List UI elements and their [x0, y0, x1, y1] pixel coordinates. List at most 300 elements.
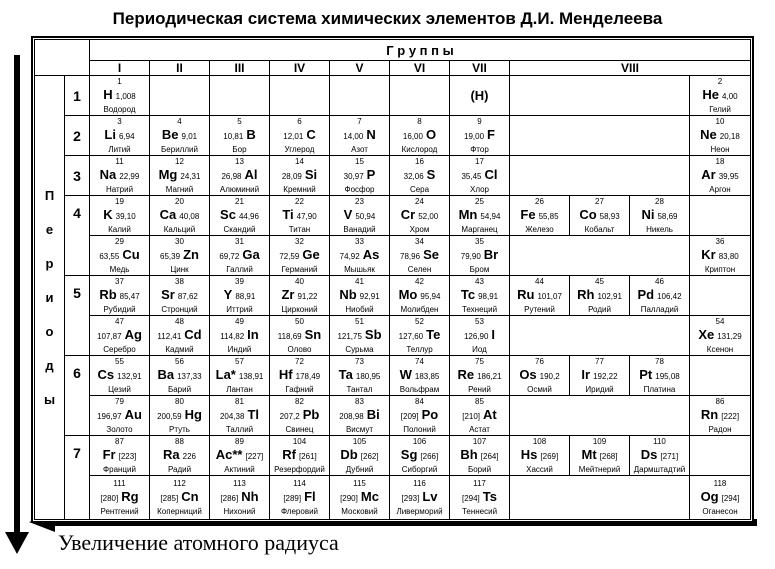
element-name: Олово — [287, 344, 312, 354]
period-row — [35, 76, 751, 116]
period-number-3: 3 — [65, 156, 90, 196]
atomic-mass: [286] — [220, 493, 239, 503]
element-symbol: Rg — [121, 488, 139, 504]
atomic-mass: 47,90 — [296, 211, 317, 221]
atomic-number: 24 — [415, 196, 424, 206]
element-name: Ванадий — [343, 224, 376, 234]
element-symbol: Se — [423, 246, 439, 262]
atomic-number: 13 — [235, 156, 244, 166]
element-name: Бор — [232, 144, 247, 154]
element-name: Ниобий — [345, 304, 374, 314]
period-row — [35, 276, 751, 316]
element-name: Оганесон — [702, 506, 738, 516]
element-symbol: Ag — [124, 326, 142, 342]
atomic-number: 16 — [415, 156, 424, 166]
atomic-mass: [289] — [283, 493, 302, 503]
down-arrow-head-icon — [5, 532, 29, 554]
element-symbol: Co — [579, 206, 597, 222]
atomic-number: 111 — [113, 478, 126, 488]
element-symbol: Nh — [241, 488, 259, 504]
element-symbol: Au — [124, 406, 142, 422]
atomic-mass: 39,10 — [115, 211, 136, 221]
atomic-number: 72 — [295, 356, 304, 366]
empty-cell — [510, 76, 690, 116]
symbol-and-mass — [150, 447, 209, 465]
element-name: Ртуть — [169, 424, 190, 434]
element-symbol: Ra — [163, 446, 180, 462]
atomic-mass: 6,94 — [118, 131, 135, 141]
element-cell-Rh — [570, 276, 630, 316]
element-symbol: Li — [104, 126, 116, 142]
element-cell-Cn — [150, 476, 210, 520]
element-symbol: Fe — [520, 206, 536, 222]
atomic-mass: 87,62 — [177, 291, 198, 301]
element-cell-Xe — [690, 316, 751, 356]
symbol-and-mass — [330, 247, 389, 265]
element-cell-In — [210, 316, 270, 356]
symbol-and-mass — [210, 327, 269, 345]
element-cell-Kr — [690, 236, 751, 276]
symbol-and-mass — [150, 247, 209, 265]
atomic-number: 29 — [115, 236, 124, 246]
element-cell-Zn — [150, 236, 210, 276]
element-name: Аргон — [709, 184, 731, 194]
symbol-and-mass — [150, 127, 209, 145]
element-symbol: Re — [457, 366, 475, 382]
element-symbol: Rb — [99, 286, 117, 302]
atomic-mass: 65,39 — [160, 251, 181, 261]
atomic-number: 37 — [115, 276, 124, 286]
element-name: Рутений — [524, 304, 555, 314]
atomic-mass: 1,008 — [115, 91, 136, 101]
group-header-I: I — [90, 61, 150, 76]
element-cell-La — [210, 356, 270, 396]
periodic-table-frame — [31, 36, 754, 523]
down-arrow-icon — [14, 55, 20, 532]
period-row — [35, 356, 751, 396]
periods-letter: р — [45, 255, 54, 271]
element-symbol: Ti — [282, 206, 294, 222]
element-name: Теннесий — [461, 506, 498, 516]
element-name: Гафний — [285, 384, 314, 394]
atomic-mass: 118,69 — [277, 331, 302, 341]
atomic-mass: 52,00 — [418, 211, 439, 221]
symbol-and-mass — [330, 327, 389, 345]
atomic-mass: [262] — [360, 451, 379, 461]
atomic-number: 112 — [173, 478, 186, 488]
group-header-VII: VII — [450, 61, 510, 76]
symbol-and-mass — [690, 407, 750, 425]
symbol-and-mass — [90, 207, 149, 225]
element-symbol: Sg — [400, 446, 418, 462]
element-symbol: P — [366, 166, 376, 182]
element-name: Рений — [468, 384, 491, 394]
element-name: Резерфордий — [274, 464, 325, 474]
atomic-number: 49 — [235, 316, 244, 326]
element-symbol: F — [487, 126, 495, 142]
empty-cell — [150, 76, 210, 116]
element-cell-Na — [90, 156, 150, 196]
periodic-table — [34, 39, 751, 520]
element-symbol: Ta — [338, 366, 353, 382]
element-symbol: Db — [340, 446, 358, 462]
atomic-mass: 40,08 — [179, 211, 200, 221]
atomic-mass: 72,59 — [279, 251, 300, 261]
atomic-mass: 44,96 — [238, 211, 259, 221]
symbol-and-mass — [210, 207, 269, 225]
atomic-mass: 92,91 — [359, 291, 380, 301]
atomic-mass: 114,82 — [220, 331, 245, 341]
atomic-mass: [293] — [401, 493, 420, 503]
element-name: Хлор — [470, 184, 489, 194]
symbol-and-mass — [90, 127, 149, 145]
element-cell-Cd — [150, 316, 210, 356]
atomic-number: 27 — [595, 196, 604, 206]
element-name: Калий — [108, 224, 131, 234]
element-cell-Re — [450, 356, 510, 396]
symbol-and-mass — [150, 287, 209, 305]
atomic-number: 79 — [115, 396, 124, 406]
element-name: Родий — [588, 304, 611, 314]
atomic-number: 2 — [717, 76, 723, 86]
element-symbol: S — [426, 166, 436, 182]
atomic-radius-caption: Увеличение атомного радиуса — [58, 530, 339, 555]
symbol-and-mass — [390, 127, 449, 145]
element-name: Бром — [469, 264, 490, 274]
period-row — [35, 156, 751, 196]
atomic-number: 87 — [115, 436, 124, 446]
atomic-number: 40 — [295, 276, 304, 286]
element-symbol: Ca — [159, 206, 177, 222]
symbol-and-mass — [330, 127, 389, 145]
element-cell-Ds — [630, 436, 690, 476]
atomic-mass: 58,69 — [657, 211, 678, 221]
symbol-and-mass — [510, 447, 569, 465]
element-cell-Be — [150, 116, 210, 156]
atomic-number: 115 — [353, 478, 366, 488]
atomic-number: 14 — [295, 156, 304, 166]
element-cell-Pd — [630, 276, 690, 316]
element-cell-Ga — [210, 236, 270, 276]
element-name: Скандий — [223, 224, 256, 234]
period-number-2: 2 — [65, 116, 90, 156]
symbol-and-mass — [150, 367, 209, 385]
element-name: Мышьяк — [344, 264, 375, 274]
page-title: Периодическая система химических элементов Д.И. Менделеева — [112, 9, 663, 28]
atomic-mass: 195,08 — [655, 371, 680, 381]
atomic-mass: [268] — [599, 451, 618, 461]
atomic-mass: 226 — [182, 451, 196, 461]
periods-letter: е — [45, 221, 54, 237]
element-cell-He — [690, 76, 751, 116]
element-name: Серебро — [103, 344, 136, 354]
atomic-number: 17 — [475, 156, 484, 166]
empty-cell — [510, 316, 690, 356]
element-symbol: I — [491, 326, 496, 342]
symbol-and-mass — [570, 287, 629, 305]
atomic-number: 5 — [237, 116, 242, 126]
atomic-mass: 88,91 — [235, 291, 256, 301]
element-cell-Co — [570, 196, 630, 236]
atomic-mass: [266] — [420, 451, 439, 461]
element-symbol: Mc — [360, 488, 379, 504]
element-cell-K — [90, 196, 150, 236]
element-symbol: Kr — [701, 246, 716, 262]
element-symbol: Pt — [639, 366, 653, 382]
atomic-mass: 35,45 — [461, 171, 482, 181]
atomic-number: 46 — [655, 276, 664, 286]
element-name: Флеровий — [280, 506, 319, 516]
element-cell-W — [390, 356, 450, 396]
symbol-and-mass — [390, 167, 449, 185]
element-name: Коперниций — [157, 506, 202, 516]
symbol-and-mass — [330, 367, 389, 385]
empty-cell — [330, 76, 390, 116]
element-name: Иод — [472, 344, 487, 354]
atomic-number: 114 — [293, 478, 306, 488]
element-symbol: Na — [99, 166, 117, 182]
element-name: Цезий — [108, 384, 131, 394]
element-cell-B — [210, 116, 270, 156]
empty-cell — [270, 76, 330, 116]
atomic-number: 105 — [352, 436, 367, 446]
atomic-number: 56 — [175, 356, 184, 366]
atomic-number: 82 — [295, 396, 304, 406]
element-name: Стронций — [161, 304, 198, 314]
empty-cell — [210, 76, 270, 116]
symbol-and-mass — [630, 287, 689, 305]
atomic-number: 116 — [413, 478, 426, 488]
atomic-mass: 95,94 — [420, 291, 441, 301]
atomic-mass: 4,00 — [722, 91, 738, 101]
element-name: Рубидий — [103, 304, 136, 314]
element-name: Натрий — [105, 184, 134, 194]
element-cell-P — [330, 156, 390, 196]
atomic-mass: 180,95 — [355, 371, 381, 381]
atomic-number: 108 — [532, 436, 547, 446]
element-name: Цинк — [170, 264, 189, 274]
element-name: Кадмий — [165, 344, 194, 354]
symbol-and-mass — [330, 287, 389, 305]
atomic-number: 26 — [535, 196, 544, 206]
empty-cell — [510, 116, 690, 156]
symbol-and-mass — [330, 489, 389, 507]
atomic-number: 44 — [535, 276, 544, 286]
element-name: Титан — [288, 224, 311, 234]
element-cell-Ca — [150, 196, 210, 236]
atomic-mass: 186,21 — [477, 371, 502, 381]
element-symbol: Ga — [242, 246, 260, 262]
element-name: Индий — [227, 344, 252, 354]
symbol-and-mass — [690, 247, 750, 265]
element-symbol: B — [246, 126, 256, 142]
symbol-and-mass — [210, 247, 269, 265]
symbol-and-mass — [510, 287, 569, 305]
element-symbol: Pd — [637, 286, 655, 302]
element-cell-Al — [210, 156, 270, 196]
symbol-and-mass — [450, 287, 509, 305]
atomic-number: 75 — [475, 356, 484, 366]
symbol-and-mass — [210, 167, 269, 185]
element-cell-S — [390, 156, 450, 196]
atomic-number: 34 — [415, 236, 424, 246]
element-cell-Hf — [270, 356, 330, 396]
element-cell-Og — [690, 476, 751, 520]
symbol-and-mass — [330, 207, 389, 225]
element-cell-Ir — [570, 356, 630, 396]
element-symbol: Br — [483, 246, 499, 262]
atomic-mass: 14,00 — [343, 131, 364, 141]
element-name: Барий — [167, 384, 192, 394]
period-number-4: 4 — [65, 196, 90, 276]
element-symbol: At — [483, 406, 497, 422]
element-symbol: Nb — [339, 286, 357, 302]
symbol-and-mass — [390, 247, 449, 265]
element-symbol: Bi — [366, 406, 380, 422]
symbol-and-mass — [210, 287, 269, 305]
element-name: Водород — [103, 104, 136, 114]
symbol-and-mass — [150, 489, 209, 507]
atomic-number: 77 — [595, 356, 604, 366]
element-symbol: Fl — [304, 488, 316, 504]
atomic-number: 80 — [175, 396, 184, 406]
element-name: Технеций — [461, 304, 498, 314]
element-symbol: Hf — [278, 366, 293, 382]
element-cell-Rg — [90, 476, 150, 520]
element-cell-Br — [450, 236, 510, 276]
element-symbol: Cs — [97, 366, 115, 382]
element-cell-Sg — [390, 436, 450, 476]
element-name: Фтор — [470, 144, 489, 154]
element-symbol: Zr — [281, 286, 295, 302]
symbol-and-mass — [690, 489, 750, 507]
element-name: Алюминий — [219, 184, 260, 194]
element-name: Дармштадтий — [633, 464, 686, 474]
element-name: Московий — [341, 506, 378, 516]
element-symbol: Sn — [304, 326, 322, 342]
atomic-mass: 83,80 — [718, 251, 739, 261]
atomic-number: 22 — [295, 196, 304, 206]
atomic-mass: 178,49 — [295, 371, 321, 381]
atomic-mass: [269] — [540, 451, 559, 461]
symbol-and-mass — [270, 247, 329, 265]
atomic-number: 88 — [175, 436, 184, 446]
atomic-mass: 50,94 — [355, 211, 376, 221]
element-cell-Ag — [90, 316, 150, 356]
element-symbol: Ba — [157, 366, 175, 382]
element-cell-Hg — [150, 396, 210, 436]
atomic-number: 104 — [292, 436, 307, 446]
element-cell-Fe — [510, 196, 570, 236]
element-symbol: Pb — [302, 406, 320, 422]
atomic-number: 110 — [653, 436, 666, 446]
period-row — [35, 196, 751, 236]
atomic-number: 45 — [595, 276, 604, 286]
symbol-and-mass — [450, 367, 509, 385]
atomic-number: 15 — [355, 156, 364, 166]
atomic-number: 7 — [357, 116, 362, 126]
atomic-mass: 207,2 — [279, 411, 300, 421]
element-cell-Mg — [150, 156, 210, 196]
period-row — [35, 396, 751, 436]
symbol-and-mass — [510, 367, 569, 385]
element-name: Астат — [469, 424, 490, 434]
atomic-number: 117 — [473, 478, 486, 488]
atomic-number: 52 — [415, 316, 424, 326]
element-cell-Ac — [210, 436, 270, 476]
element-cell-Sc — [210, 196, 270, 236]
empty-cell — [690, 356, 751, 396]
element-symbol: Mo — [398, 286, 418, 302]
symbol-and-mass — [390, 489, 449, 507]
corner-cell — [35, 40, 90, 76]
element-symbol: Lv — [422, 488, 438, 504]
element-cell-Ti — [270, 196, 330, 236]
empty-cell — [510, 476, 690, 520]
atomic-mass: 16,00 — [402, 131, 423, 141]
symbol-and-mass — [390, 407, 449, 425]
element-cell-Li — [90, 116, 150, 156]
atomic-number: 4 — [177, 116, 182, 126]
element-cell-Mc — [330, 476, 390, 520]
atomic-mass: 10,81 — [223, 131, 244, 141]
atomic-number: 21 — [235, 196, 244, 206]
element-symbol: K — [103, 206, 113, 222]
element-name: Цирконий — [281, 304, 318, 314]
atomic-mass: 9,01 — [181, 131, 198, 141]
symbol-and-mass — [90, 367, 149, 385]
atomic-number: 53 — [475, 316, 484, 326]
atomic-number: 51 — [355, 316, 364, 326]
atomic-mass: [222] — [721, 411, 740, 421]
empty-cell — [390, 76, 450, 116]
period-row — [35, 236, 751, 276]
element-name: Кислород — [401, 144, 438, 154]
atomic-mass: 19,00 — [464, 131, 485, 141]
atomic-mass: 132,91 — [117, 371, 142, 381]
symbol-and-mass — [210, 489, 269, 507]
element-symbol: Bh — [460, 446, 478, 462]
atomic-number: 20 — [175, 196, 184, 206]
atomic-number: 33 — [355, 236, 364, 246]
element-cell-At — [450, 396, 510, 436]
symbol-and-mass — [210, 447, 269, 465]
element-name: Германий — [281, 264, 318, 274]
element-name: Марганец — [461, 224, 498, 234]
element-cell-Zr — [270, 276, 330, 316]
element-cell-Hs — [510, 436, 570, 476]
periods-vertical-label — [35, 76, 65, 520]
element-symbol: Cr — [400, 206, 416, 222]
atomic-mass: 24,31 — [180, 171, 201, 181]
element-cell-Cu — [90, 236, 150, 276]
element-symbol: Y — [223, 286, 233, 302]
atomic-number: 118 — [713, 478, 727, 488]
periods-letter: П — [44, 187, 55, 203]
element-cell-Rn — [690, 396, 751, 436]
element-cell-Rb — [90, 276, 150, 316]
symbol-and-mass — [450, 327, 509, 345]
symbol-and-mass — [570, 207, 629, 225]
atomic-number: 74 — [415, 356, 424, 366]
atomic-number: 109 — [592, 436, 607, 446]
atomic-mass: 91,22 — [297, 291, 318, 301]
element-symbol: Ni — [641, 206, 655, 222]
element-cell-Cs — [90, 356, 150, 396]
atomic-mass: 208,98 — [339, 411, 364, 421]
atomic-mass: [209] — [400, 411, 419, 421]
element-cell-Cl — [450, 156, 510, 196]
